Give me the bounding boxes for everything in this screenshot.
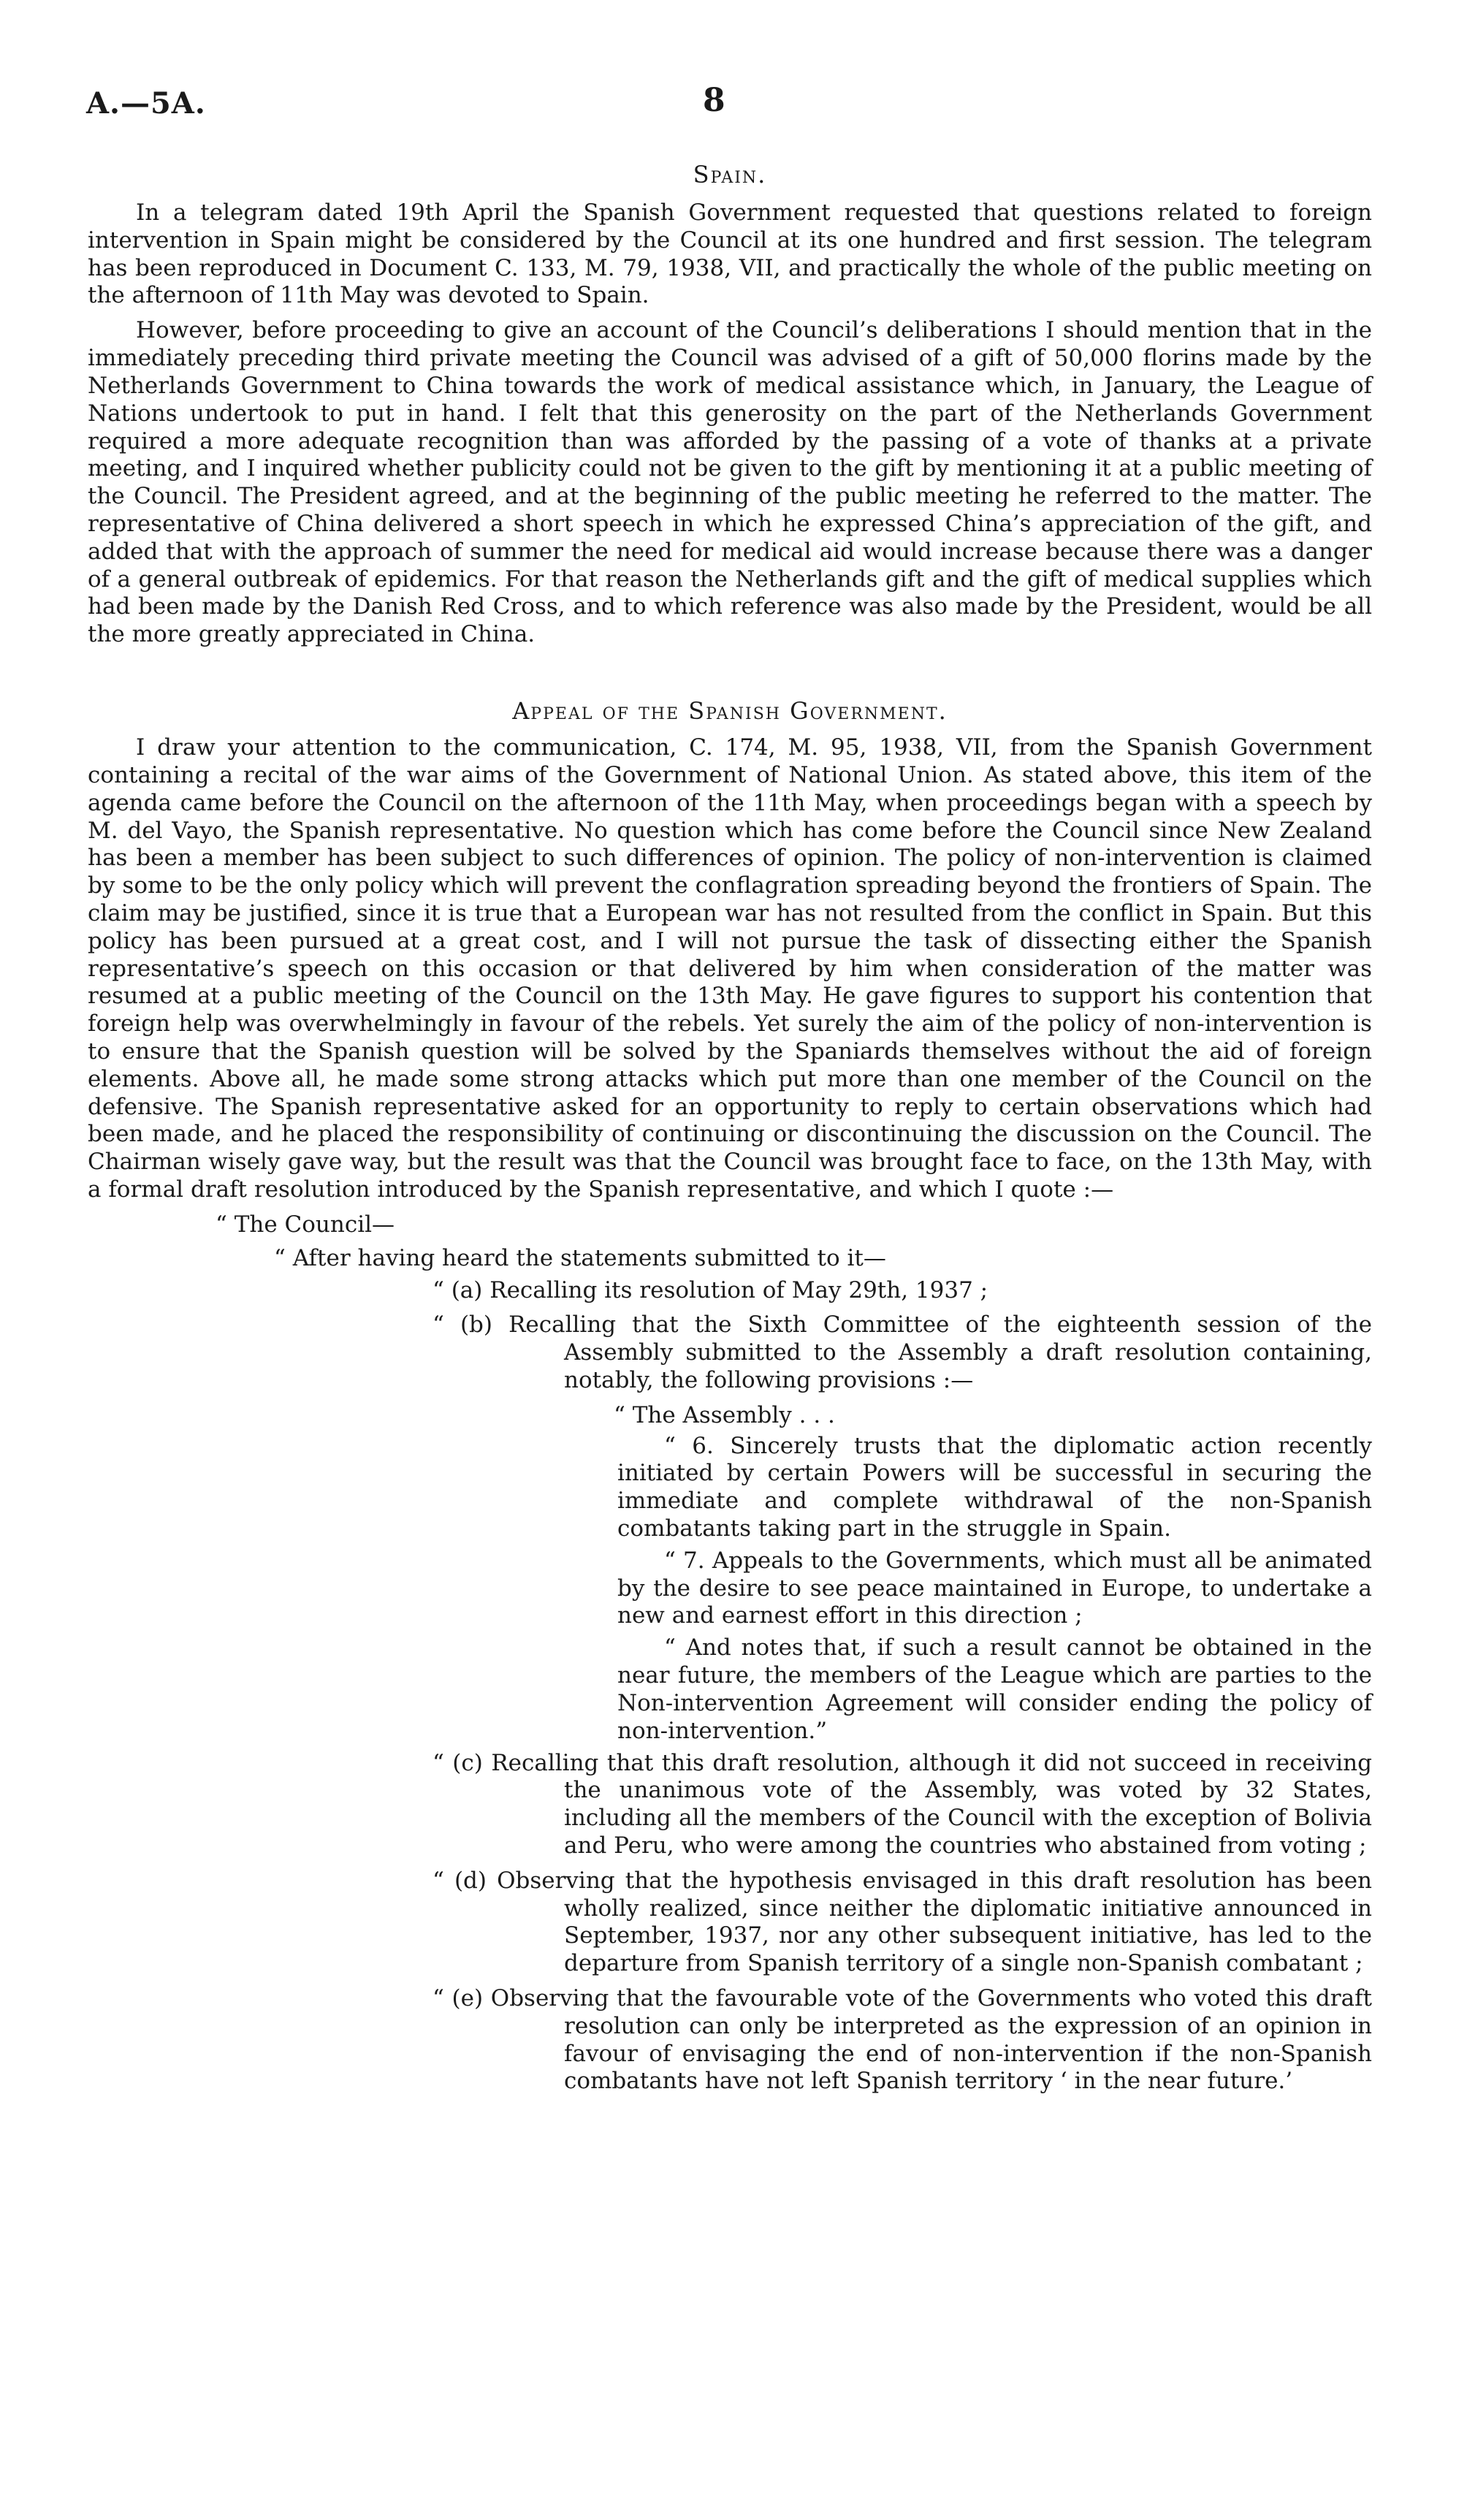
resolution-item-b: “ (b) Recalling that the Sixth Committee of the eighteenth session of the Assembly submitted to the Assembly a draft resolution containing, notably, the following provisions :— bbox=[433, 1312, 1372, 1393]
document-reference: A.—5A. bbox=[86, 86, 206, 121]
paragraph-netherlands-gift: However, before proceeding to give an account of the Council’s deliberations I should mention that in the immediately preceding third private meeting the Council was advised of a gift of 50,000 florins made by the Netherlands Government to China towards the work of medical assistance which, in January, the League of Nations undertook to put in hand. I felt that this generosity on the part of the Netherlands Government required a more adequate recognition than was afforded by the passing of a vote of thanks at a private meeting, and I inquired whether publicity could not be given to the gift by mentioning it at a public meeting of the Council. The President agreed, and at the beginning of the public meeting he referred to the matter. The representative of China delivered a short speech in which he expressed China’s appreciation of the gift, and added that with the approach of summer the need for medical aid would increase because there was a danger of a general outbreak of epidemics. For that reason the Netherlands gift and the gift of medical supplies which had been made by the Danish Red Cross, and to which reference was also made by the President, would be all the more greatly appreciated in China. bbox=[88, 317, 1372, 648]
page-number: 8 bbox=[703, 82, 725, 119]
quote-lead: “ After having heard the statements submitted to it— bbox=[274, 1244, 886, 1271]
section-heading-appeal: Appeal of the Spanish Government. bbox=[512, 697, 948, 726]
paragraph-appeal: I draw your attention to the communication, C. 174, M. 95, 1938, VII, from the Spanish Government containing a recital of the war aims of the Government of National Union. As stated above, this item of the agenda came before the Council on the afternoon of the 11th May, when proceedings began with a speech by M. del Vayo, the Spanish representative. No question which has come before the Council since New Zealand has been a member has been subject to such differences of opinion. The policy of non-intervention is claimed by some to be the only policy which will prevent the conflagration spreading beyond the frontiers of Spain. The claim may be justified, since it is true that a European war has not resulted from the conflict in Spain. But this policy has been pursued at a great cost, and I will not pursue the task of dissecting either the Spanish representative’s speech on this occasion or that delivered by him when consideration of the matter was resumed at a public meeting of the Council on the 13th May. He gave figures to support his contention that foreign help was overwhelmingly in favour of the rebels. Yet surely the aim of the policy of non-intervention is to ensure that the Spanish question will be solved by the Spaniards themselves without the aid of foreign elements. Above all, he made some strong attacks which put more than one member of the Council on the defensive. The Spanish representative asked for an opportunity to reply to certain observations which had been made, and he placed the responsibility of continuing or discontinuing the discussion on the Council. The Chairman wisely gave way, but the result was that the Council was brought face to face, on the 13th May, with a formal draft resolution introduced by the Spanish representative, and which I quote :— bbox=[88, 734, 1372, 1203]
paragraph-telegram: In a telegram dated 19th April the Spanish Government requested that questions related to foreign intervention in Spain might be considered by the Council at its one hundred and first session. The telegram has been reproduced in Document C. 133, M. 79, 1938, VII, and practically the whole of the public meeting on the afternoon of 11th May was devoted to Spain. bbox=[88, 199, 1372, 309]
resolution-item-c: “ (c) Recalling that this draft resolution, although it did not succeed in receiving the unanimous vote of the Assembly, was voted by 32 States, including all the members of the Council with the exception of Bolivia and Peru, who were among the countries who abstained from voting ; bbox=[433, 1749, 1372, 1859]
resolution-item-e: “ (e) Observing that the favourable vote of the Governments who voted this draft resolution can only be interpreted as the expression of an opinion in favour of envisaging the end of non-intervention if the non-Spanish combatants have not left Spanish territory ‘ in the near future.’ bbox=[433, 1985, 1372, 2095]
assembly-paragraph-6: “ 6. Sincerely trusts that the diplomatic action recently initiated by certain Powers will be successful in securing the immediate and complete withdrawal of the non-Spanish combatants taking part in the struggle in Spain. bbox=[617, 1432, 1372, 1542]
document-body bbox=[88, 161, 1372, 2103]
assembly-paragraph-notes: “ And notes that, if such a result cannot be obtained in the near future, the members of the League which are parties to the Non-intervention Agreement will consider ending the policy of non-intervention.” bbox=[617, 1634, 1372, 1744]
assembly-lead: “ The Assembly . . . bbox=[614, 1401, 835, 1428]
section-heading-spain: Spain. bbox=[693, 161, 767, 189]
resolution-item-a: “ (a) Recalling its resolution of May 29th, 1937 ; bbox=[433, 1276, 988, 1303]
quote-intro: “ The Council— bbox=[216, 1211, 395, 1238]
assembly-paragraph-7: “ 7. Appeals to the Governments, which must all be animated by the desire to see peace maintained in Europe, to undertake a new and earnest effort in this direction ; bbox=[617, 1547, 1372, 1629]
resolution-item-d: “ (d) Observing that the hypothesis envisaged in this draft resolution has been wholly realized, since neither the diplomatic initiative announced in September, 1937, nor any other subsequent initiative, has led to the departure from Spanish territory of a single non-Spanish combatant ; bbox=[433, 1867, 1372, 1977]
